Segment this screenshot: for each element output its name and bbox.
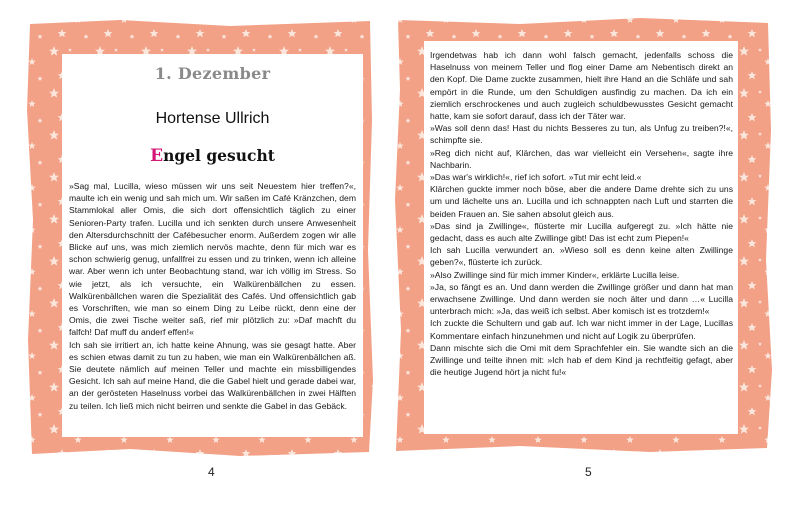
page-number-left: 4 (208, 465, 215, 479)
paragraph: Dann mischte sich die Omi mit dem Sprachfehler ein. Sie wandte sich an die Zwillinge und teilte ihnen mit: »Ich hab ef dem Kind ja rechtfeitig gefagt, aber die heutige Jugend hört ja nicht fu!« (430, 342, 733, 378)
story-title (69, 146, 356, 166)
paragraph: »Reg dich nicht auf, Klärchen, das war vielleicht ein Versehen«, sagte ihre Nachbarin. (430, 147, 733, 170)
paragraph: Irgendetwas hab ich dann wohl falsch gemacht, jedenfalls schoss die Haselnuss von meinem Teller und flog einer Dame am Nebentisch direkt an den Kopf. Die Dame zuckte zusammen, hielt ihre Hand an die Schläfe und sah empört in die Runde, um den Schuldigen ausfindig zu machen. Da ich ein ziemlich erschrockenes und auch zugleich schuldbewusstes Gesicht gemacht hatte, kam sie sofort darauf, dass ich der Täter war. (430, 50, 733, 122)
paragraph: Ich zuckte die Schultern und gab auf. Ich war nicht immer in der Lage, Lucillas Kommentare einfach hinzunehmen und nicht auf Logik zu überprüfen. (430, 318, 733, 341)
story-title-rest: ngel gesucht (163, 146, 275, 165)
paragraph: »Das sind ja Zwillinge«, flüsterte mir Lucilla aufgeregt zu. »Ich hätte nie gedacht, dass es auch alte Zwillinge gibt! Das ist echt zum Piepen!« (430, 220, 733, 244)
page-number-right: 5 (585, 465, 592, 479)
paragraph: »Ja, so fängt es an. Und dann werden die Zwillinge größer und dann hat man erwachsene Zwillinge. Und dann werden sie noch älter und dann …« Lucilla unterbrach mich: »Ja, das weiß ich selbst. Aber komisch ist es trotzdem!« (430, 281, 733, 317)
paragraph: »Sag mal, Lucilla, wieso müssen wir uns seit Neuestem hier treffen?«, maulte ich ein wenig und sah mich um. Wir saßen im Café Kränzchen, dem Stammlokal aller Omis, die sich dort offensichtlich täglich zu einer Senioren-Party trafen. Lucilla und ich senkten durch unsere Anwesenheit den Altersdurchschnitt der Cafébesucher enorm. Außerdem zogen wir alle Blicke auf uns, was mich ziemlich nervös machte, denn für mich war es schon schwierig genug, unfallfrei zu essen und zu trinken, wenn ich alleine war. Aber wenn ich unter Beobachtung stand, war ich völlig im Stress. So wie jetzt, als ich versuchte, ein Walkürenbällchen zu essen. Walkürenbällchen waren die Spezialität des Cafés. Und offensichtlich gab es Vorschriften, wie man so einem Ding zu Leibe rückt, denn eine der Omis, die zwei Tische weiter saß, rief mir plötzlich zu: »Daf machft du falfch! Daf muff du anderf effen!« (69, 181, 356, 338)
paragraph: »Also Zwillinge sind für mich immer Kinder«, erklärte Lucilla leise. (430, 269, 680, 280)
paragraph: Ich sah Lucilla verwundert an. »Wieso soll es denn keine alten Zwillinge geben?«, flüsterte ich zurück. (430, 245, 733, 268)
paragraph: »Das war's wirklich!«, rief ich sofort. »Tut mir echt leid.« (430, 172, 642, 183)
right-page-body (430, 49, 733, 378)
paragraph: Ich sah sie irritiert an, ich hatte keine Ahnung, was sie gesagt hatte. Aber es schien etwas damit zu tun zu haben, wie man ein Walkürenbällchen aß. Sie deutete nämlich auf meinen Teller und machte ein missbilligendes Gesicht. Ich sah auf meine Hand, die die Gabel hielt und gerade dabei war, an der gerösteten Haselnuss vorbei das Walkürenbällchen in zwei Hälften zu teilen. Ich ließ mich nicht beirren und senkte die Gabel in das Gebäck. (69, 339, 356, 411)
story-title-initial: E (150, 146, 164, 166)
paragraph: »Was soll denn das! Hast du nichts Besseres zu tun, als Unfug zu treiben?!«, schimpfte sie. (430, 123, 733, 146)
author-name: Hortense Ullrich (155, 110, 270, 127)
left-page-text-area (62, 54, 363, 437)
right-page-text-area (424, 41, 738, 434)
left-page-body (69, 180, 356, 412)
day-heading: 1. Dezember (154, 64, 271, 83)
paragraph: Klärchen guckte immer noch böse, aber die andere Dame drehte sich zu uns um und lächelte uns an. Lucilla und ich schnappten nach Luft und starrten die beiden Frauen an. Sie sahen absolut gleich aus. (430, 184, 733, 219)
